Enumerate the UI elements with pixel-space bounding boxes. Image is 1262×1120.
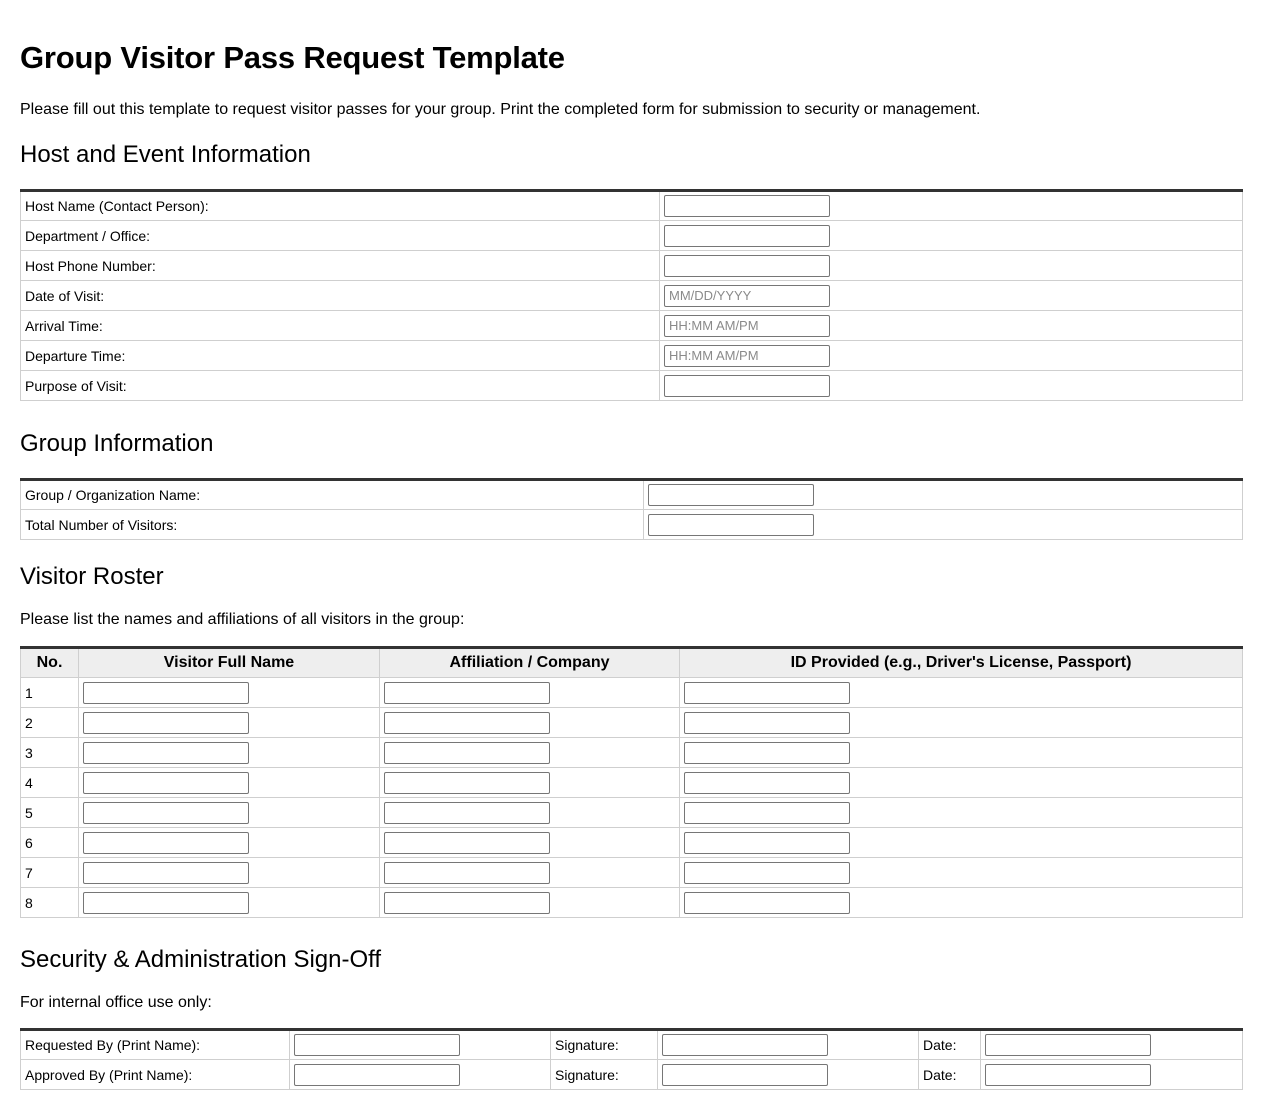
- row-number: 2: [21, 708, 79, 738]
- arrival-time-input[interactable]: [664, 315, 830, 337]
- roster-section-heading: Visitor Roster: [20, 563, 164, 590]
- visitor-name-input[interactable]: [83, 712, 249, 734]
- column-header-name: Visitor Full Name: [79, 648, 380, 678]
- signature-label: Signature:: [551, 1030, 658, 1060]
- visitor-count-label: Total Number of Visitors:: [21, 510, 644, 540]
- host-phone-row: [21, 251, 1243, 281]
- affiliation-input[interactable]: [384, 682, 550, 704]
- id-provided-input[interactable]: [684, 832, 850, 854]
- arrival-time-row: [21, 311, 1243, 341]
- requested-by-row: [21, 1030, 1243, 1060]
- date-label: Date:: [919, 1060, 981, 1090]
- visitor-name-input[interactable]: [83, 742, 249, 764]
- host-section-heading: Host and Event Information: [20, 141, 311, 168]
- departure-time-row: [21, 341, 1243, 371]
- affiliation-input[interactable]: [384, 862, 550, 884]
- visit-date-label: Date of Visit:: [21, 281, 660, 311]
- arrival-time-label: Arrival Time:: [21, 311, 660, 341]
- id-provided-input[interactable]: [684, 862, 850, 884]
- visitor-name-input[interactable]: [83, 802, 249, 824]
- affiliation-input[interactable]: [384, 832, 550, 854]
- signoff-table: [20, 1028, 1243, 1090]
- signature-label: Signature:: [551, 1060, 658, 1090]
- group-info-table: [20, 478, 1243, 540]
- table-row: [21, 708, 1243, 738]
- group-name-input[interactable]: [648, 484, 814, 506]
- visitor-name-input[interactable]: [83, 862, 249, 884]
- purpose-label: Purpose of Visit:: [21, 371, 660, 401]
- signoff-note: For internal office use only:: [20, 994, 212, 1011]
- purpose-input[interactable]: [664, 375, 830, 397]
- visitor-roster-table: [20, 646, 1243, 918]
- visitor-count-input[interactable]: [648, 514, 814, 536]
- visitor-name-input[interactable]: [83, 892, 249, 914]
- page-title: Group Visitor Pass Request Template: [20, 40, 565, 75]
- affiliation-input[interactable]: [384, 892, 550, 914]
- id-provided-input[interactable]: [684, 802, 850, 824]
- id-provided-input[interactable]: [684, 772, 850, 794]
- row-number: 8: [21, 888, 79, 918]
- id-provided-input[interactable]: [684, 712, 850, 734]
- table-row: [21, 798, 1243, 828]
- department-input[interactable]: [664, 225, 830, 247]
- group-name-row: [21, 480, 1243, 510]
- approved-by-name-input[interactable]: [294, 1064, 460, 1086]
- affiliation-input[interactable]: [384, 742, 550, 764]
- row-number: 7: [21, 858, 79, 888]
- affiliation-input[interactable]: [384, 712, 550, 734]
- table-row: [21, 678, 1243, 708]
- approved-by-date-input[interactable]: [985, 1064, 1151, 1086]
- table-row: [21, 828, 1243, 858]
- date-label: Date:: [919, 1030, 981, 1060]
- requested-by-date-input[interactable]: [985, 1034, 1151, 1056]
- host-phone-label: Host Phone Number:: [21, 251, 660, 281]
- column-header-no: No.: [21, 648, 79, 678]
- intro-text: Please fill out this template to request visitor passes for your group. Print the completed form for submission to security or management.: [20, 101, 981, 118]
- row-number: 6: [21, 828, 79, 858]
- visitor-name-input[interactable]: [83, 832, 249, 854]
- requested-by-signature-input[interactable]: [662, 1034, 828, 1056]
- id-provided-input[interactable]: [684, 742, 850, 764]
- table-row: [21, 888, 1243, 918]
- departure-time-label: Departure Time:: [21, 341, 660, 371]
- id-provided-input[interactable]: [684, 892, 850, 914]
- row-number: 4: [21, 768, 79, 798]
- departure-time-input[interactable]: [664, 345, 830, 367]
- department-label: Department / Office:: [21, 221, 660, 251]
- visitor-name-input[interactable]: [83, 772, 249, 794]
- visit-date-input[interactable]: [664, 285, 830, 307]
- affiliation-input[interactable]: [384, 772, 550, 794]
- roster-header-row: [21, 648, 1243, 678]
- visitor-name-input[interactable]: [83, 682, 249, 704]
- table-row: [21, 738, 1243, 768]
- department-row: [21, 221, 1243, 251]
- approved-by-signature-input[interactable]: [662, 1064, 828, 1086]
- group-section-heading: Group Information: [20, 430, 214, 457]
- host-phone-input[interactable]: [664, 255, 830, 277]
- id-provided-input[interactable]: [684, 682, 850, 704]
- row-number: 1: [21, 678, 79, 708]
- affiliation-input[interactable]: [384, 802, 550, 824]
- host-name-label: Host Name (Contact Person):: [21, 191, 660, 221]
- row-number: 3: [21, 738, 79, 768]
- signoff-section-heading: Security & Administration Sign-Off: [20, 946, 382, 973]
- table-row: [21, 768, 1243, 798]
- host-info-table: [20, 189, 1243, 401]
- column-header-id: ID Provided (e.g., Driver's License, Passport): [680, 648, 1243, 678]
- group-name-label: Group / Organization Name:: [21, 480, 644, 510]
- approved-by-row: [21, 1060, 1243, 1090]
- host-name-row: [21, 191, 1243, 221]
- column-header-affiliation: Affiliation / Company: [380, 648, 680, 678]
- row-number: 5: [21, 798, 79, 828]
- requested-by-label: Requested By (Print Name):: [21, 1030, 290, 1060]
- host-name-input[interactable]: [664, 195, 830, 217]
- approved-by-label: Approved By (Print Name):: [21, 1060, 290, 1090]
- visitor-count-row: [21, 510, 1243, 540]
- table-row: [21, 858, 1243, 888]
- requested-by-name-input[interactable]: [294, 1034, 460, 1056]
- purpose-row: [21, 371, 1243, 401]
- roster-note: Please list the names and affiliations of all visitors in the group:: [20, 611, 465, 628]
- visit-date-row: [21, 281, 1243, 311]
